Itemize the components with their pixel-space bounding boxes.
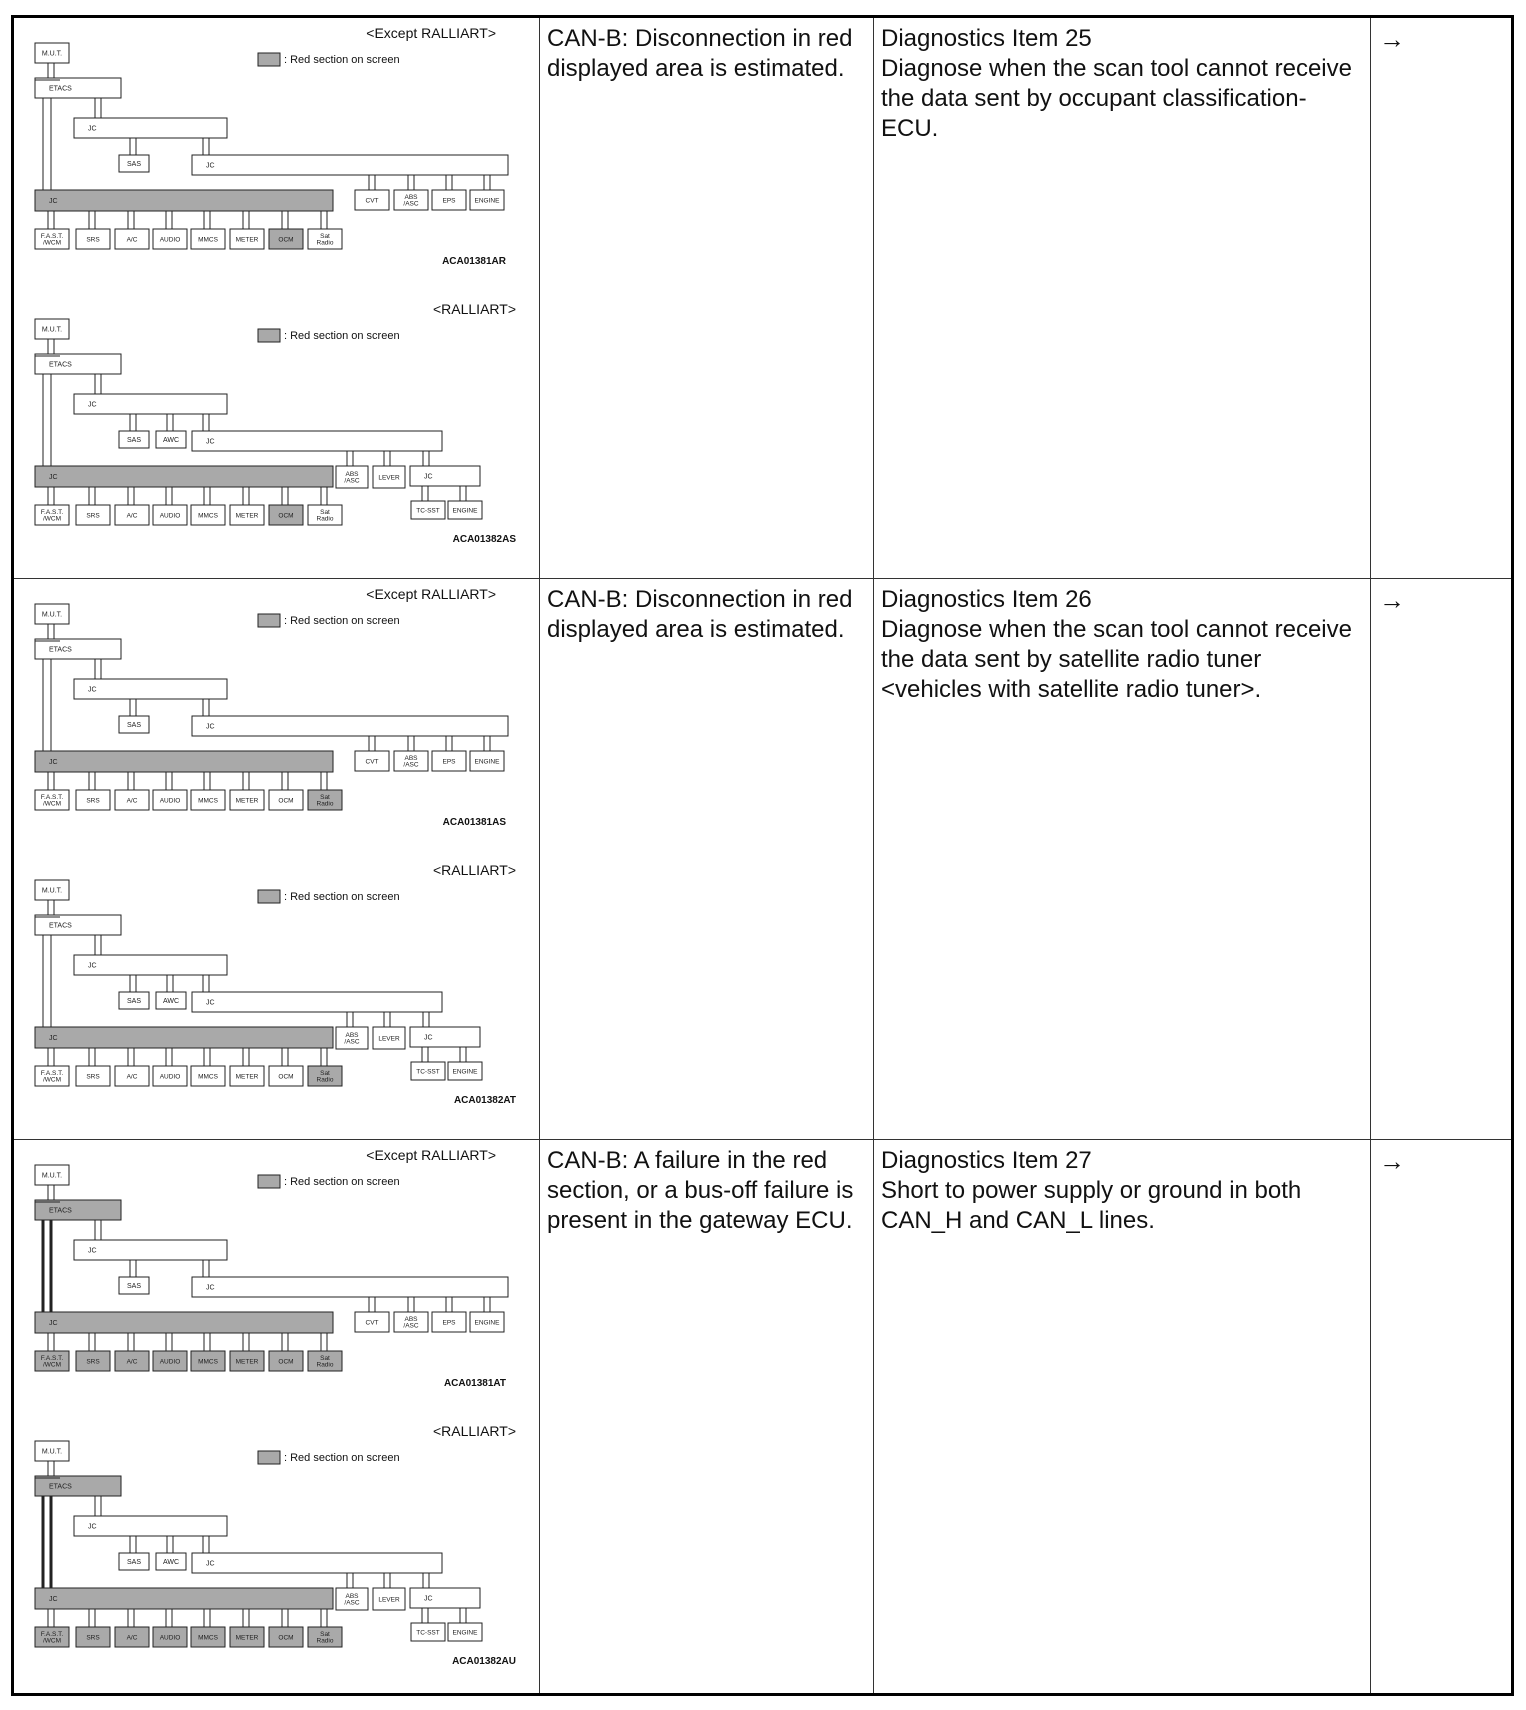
item-description-1: Diagnose when the scan tool cannot receive the data sent by occupant classification-ECU. — [881, 55, 1352, 142]
bottom-ecu-box-label: Sat — [320, 233, 330, 241]
mut-box-label: M.U.T. — [41, 326, 63, 334]
column-divider — [1370, 18, 1371, 1693]
etacs-box — [35, 354, 121, 374]
jc-box — [410, 466, 480, 486]
abs-asc-box-label: ABS — [345, 471, 359, 479]
jc-main-bar — [35, 1027, 333, 1048]
jc-box-label: JC — [206, 999, 215, 1007]
lever-box-label: LEVER — [378, 474, 400, 482]
legend-text: : Red section on screen — [284, 54, 400, 66]
legend-swatch — [258, 1451, 280, 1464]
item-title-3: Diagnostics Item 27 — [881, 1147, 1092, 1174]
bottom-ecu-box-label: OCM — [278, 1358, 294, 1366]
item-description-3: Short to power supply or ground in both CAN_H and CAN_L lines. — [881, 1177, 1302, 1234]
tc-sst-box-label: TC-SST — [416, 507, 440, 515]
bottom-ecu-box-label: F.A.S.T. — [40, 1631, 64, 1639]
bottom-ecu-box-label: METER — [235, 512, 259, 520]
jc-box-label: JC — [88, 1523, 97, 1531]
figure-code: ACA01382AS — [452, 534, 516, 545]
bottom-ecu-box-label: Radio — [316, 1361, 334, 1369]
jc-box — [74, 394, 227, 414]
etacs-box — [35, 1200, 121, 1220]
figure-code: ACA01381AS — [442, 817, 506, 828]
arrow-icon: → — [1379, 24, 1405, 54]
engine-box-label: ENGINE — [452, 507, 478, 515]
jc-box — [192, 716, 508, 736]
engine-box-label: ENGINE — [474, 197, 500, 205]
etacs-box — [35, 639, 121, 659]
jc-box-label: JC — [88, 401, 97, 409]
variant-label: <Except RALLIART> — [366, 25, 496, 41]
jc-box-label: JC — [206, 1560, 215, 1568]
bottom-ecu-box-label: METER — [235, 1073, 259, 1081]
etacs-box — [35, 78, 121, 98]
etacs-box-label: ETACS — [49, 922, 72, 930]
bottom-ecu-box-label: AUDIO — [159, 1073, 181, 1081]
bottom-ecu-box-label: F.A.S.T. — [40, 1355, 64, 1363]
bottom-ecu-box-label: A/C — [126, 236, 138, 244]
jc-box-label: JC — [88, 686, 97, 694]
column-divider — [873, 18, 874, 1693]
bottom-ecu-box-label: SRS — [86, 512, 100, 520]
sas-box-label: SAS — [126, 997, 142, 1005]
bottom-ecu-box-label: AUDIO — [159, 1358, 181, 1366]
tc-sst-box-label: TC-SST — [416, 1068, 440, 1076]
bottom-ecu-box-label: Radio — [316, 515, 334, 523]
diagnostics-table — [11, 15, 1514, 1696]
tc-sst-box-label: TC-SST — [416, 1629, 440, 1637]
jc-main-bar-label: JC — [49, 758, 58, 766]
bottom-ecu-box-label: F.A.S.T. — [40, 1070, 64, 1078]
legend-text: : Red section on screen — [284, 330, 400, 342]
result-cell-1: CAN-B: Disconnection in red displayed area is estimated. — [547, 25, 853, 82]
ecu-box-label: EPS — [442, 197, 456, 205]
bottom-ecu-box-label: MMCS — [198, 236, 218, 244]
bottom-ecu-box-label: Sat — [320, 794, 330, 802]
bottom-ecu-box-label: F.A.S.T. — [40, 233, 64, 241]
bottom-ecu-box-label: OCM — [278, 236, 294, 244]
jc-box-label: JC — [206, 1284, 215, 1292]
bottom-ecu-box-label: F.A.S.T. — [40, 794, 64, 802]
legend-text: : Red section on screen — [284, 1452, 400, 1464]
abs-asc-box-label: ABS — [345, 1593, 359, 1601]
sas-box-label: SAS — [126, 1282, 142, 1290]
jc-box-label: JC — [424, 473, 433, 481]
legend-swatch — [258, 329, 280, 342]
result-cell-3: CAN-B: A failure in the red section, or a bus-off failure is present in the gateway ECU. — [547, 1147, 854, 1234]
jc-box — [192, 992, 442, 1012]
sas-box-label: SAS — [126, 1558, 142, 1566]
lever-box-label: LEVER — [378, 1596, 400, 1604]
abs-asc-box-label: /ASC — [344, 1038, 360, 1046]
ecu-box-label: ABS — [404, 1316, 418, 1324]
bottom-ecu-box-label: Sat — [320, 1355, 330, 1363]
abs-asc-box-label: /ASC — [344, 477, 360, 485]
jc-box — [74, 1516, 227, 1536]
jc-box — [74, 955, 227, 975]
jc-main-bar-label: JC — [49, 1319, 58, 1327]
ecu-box-label: ABS — [404, 194, 418, 202]
legend-swatch — [258, 890, 280, 903]
bottom-ecu-box-label: METER — [235, 1358, 259, 1366]
ecu-box-label: /ASC — [403, 1322, 419, 1330]
ecu-box-label: CVT — [365, 758, 379, 766]
bottom-ecu-box-label: MMCS — [198, 797, 218, 805]
bottom-ecu-box-label: A/C — [126, 1358, 138, 1366]
bottom-ecu-box-label: SRS — [86, 1634, 100, 1642]
ecu-box-label: CVT — [365, 1319, 379, 1327]
bottom-ecu-box-label: /WCM — [42, 1076, 62, 1084]
jc-main-bar-label: JC — [49, 473, 58, 481]
variant-label: <Except RALLIART> — [366, 586, 496, 602]
ecu-box-label: EPS — [442, 758, 456, 766]
can-bus-diagram-item-27 — [20, 1140, 530, 1700]
bottom-ecu-box-label: MMCS — [198, 512, 218, 520]
sas-box-label: SAS — [126, 721, 142, 729]
jc-box-label: JC — [88, 125, 97, 133]
bottom-ecu-box-label: Sat — [320, 1070, 330, 1078]
bottom-ecu-box-label: F.A.S.T. — [40, 509, 64, 517]
jc-box — [410, 1588, 480, 1608]
bottom-ecu-box-label: OCM — [278, 1073, 294, 1081]
can-bus-diagram-item-25 — [20, 18, 530, 578]
bottom-ecu-box-label: OCM — [278, 512, 294, 520]
legend-text: : Red section on screen — [284, 615, 400, 627]
jc-box-label: JC — [88, 1247, 97, 1255]
jc-main-bar — [35, 751, 333, 772]
bottom-ecu-box-label: /WCM — [42, 800, 62, 808]
can-bus-diagram-item-26 — [20, 579, 530, 1139]
bottom-ecu-box-label: MMCS — [198, 1634, 218, 1642]
bottom-ecu-box-label: OCM — [278, 1634, 294, 1642]
bottom-ecu-box-label: SRS — [86, 1073, 100, 1081]
figure-code: ACA01381AR — [442, 256, 506, 267]
etacs-box — [35, 915, 121, 935]
jc-main-bar — [35, 1588, 333, 1609]
jc-box — [192, 1553, 442, 1573]
figure-code: ACA01381AT — [443, 1378, 506, 1389]
jc-box-label: JC — [424, 1034, 433, 1042]
jc-box-label: JC — [206, 162, 215, 170]
bottom-ecu-box-label: Radio — [316, 1637, 334, 1645]
bottom-ecu-box-label: AUDIO — [159, 236, 181, 244]
bottom-ecu-box-label: A/C — [126, 1073, 138, 1081]
bottom-ecu-box-label: Radio — [316, 239, 334, 247]
jc-main-bar-label: JC — [49, 1034, 58, 1042]
bottom-ecu-box-label: Radio — [316, 800, 334, 808]
result-cell-2: CAN-B: Disconnection in red displayed area is estimated. — [547, 586, 853, 643]
abs-asc-box-label: ABS — [345, 1032, 359, 1040]
bottom-ecu-box-label: AUDIO — [159, 797, 181, 805]
bottom-ecu-box-label: A/C — [126, 512, 138, 520]
bottom-ecu-box-label: SRS — [86, 797, 100, 805]
jc-box — [192, 431, 442, 451]
mut-box-label: M.U.T. — [41, 50, 63, 58]
bottom-ecu-box-label: Sat — [320, 509, 330, 517]
jc-box — [74, 118, 227, 138]
etacs-box-label: ETACS — [49, 1207, 72, 1215]
etacs-box — [35, 1476, 121, 1496]
bottom-ecu-box-label: A/C — [126, 797, 138, 805]
bottom-ecu-box-label: METER — [235, 1634, 259, 1642]
ecu-box-label: EPS — [442, 1319, 456, 1327]
mut-box-label: M.U.T. — [41, 611, 63, 619]
sas-box-label: SAS — [126, 160, 142, 168]
awc-box-label: AWC — [162, 997, 180, 1005]
jc-box — [192, 155, 508, 175]
ecu-box-label: /ASC — [403, 200, 419, 208]
column-divider — [539, 18, 540, 1693]
sas-box-label: SAS — [126, 436, 142, 444]
bottom-ecu-box-label: SRS — [86, 236, 100, 244]
bottom-ecu-box-label: AUDIO — [159, 1634, 181, 1642]
awc-box-label: AWC — [162, 1558, 180, 1566]
mut-box-label: M.U.T. — [41, 1172, 63, 1180]
jc-box-label: JC — [206, 723, 215, 731]
bottom-ecu-box-label: Radio — [316, 1076, 334, 1084]
jc-box-label: JC — [424, 1595, 433, 1603]
jc-box — [74, 1240, 227, 1260]
engine-box-label: ENGINE — [452, 1068, 478, 1076]
legend-text: : Red section on screen — [284, 1176, 400, 1188]
legend-swatch — [258, 614, 280, 627]
ecu-box-label: CVT — [365, 197, 379, 205]
bottom-ecu-box-label: OCM — [278, 797, 294, 805]
ecu-box-label: ABS — [404, 755, 418, 763]
bottom-ecu-box-label: Sat — [320, 1631, 330, 1639]
jc-box — [192, 1277, 508, 1297]
bottom-ecu-box-label: /WCM — [42, 1637, 62, 1645]
lever-box-label: LEVER — [378, 1035, 400, 1043]
bottom-ecu-box-label: METER — [235, 797, 259, 805]
figure-code: ACA01382AU — [452, 1656, 516, 1667]
ecu-box-label: /ASC — [403, 761, 419, 769]
jc-main-bar — [35, 466, 333, 487]
arrow-icon: → — [1379, 585, 1405, 615]
variant-label: <RALLIART> — [432, 862, 516, 878]
jc-main-bar-label: JC — [49, 1595, 58, 1603]
engine-box-label: ENGINE — [452, 1629, 478, 1637]
mut-box-label: M.U.T. — [41, 887, 63, 895]
arrow-icon: → — [1379, 1146, 1405, 1176]
etacs-box-label: ETACS — [49, 646, 72, 654]
figure-code: ACA01382AT — [453, 1095, 516, 1106]
bottom-ecu-box-label: A/C — [126, 1634, 138, 1642]
variant-label: <Except RALLIART> — [366, 1147, 496, 1163]
etacs-box-label: ETACS — [49, 361, 72, 369]
bottom-ecu-box-label: /WCM — [42, 1361, 62, 1369]
jc-box-label: JC — [88, 962, 97, 970]
item-title-1: Diagnostics Item 25 — [881, 25, 1092, 52]
legend-swatch — [258, 53, 280, 66]
bottom-ecu-box-label: MMCS — [198, 1073, 218, 1081]
awc-box-label: AWC — [162, 436, 180, 444]
bottom-ecu-box-label: MMCS — [198, 1358, 218, 1366]
engine-box-label: ENGINE — [474, 1319, 500, 1327]
bottom-ecu-box-label: /WCM — [42, 239, 62, 247]
jc-main-bar — [35, 190, 333, 211]
bottom-ecu-box-label: /WCM — [42, 515, 62, 523]
jc-main-bar — [35, 1312, 333, 1333]
abs-asc-box-label: /ASC — [344, 1599, 360, 1607]
jc-box — [74, 679, 227, 699]
etacs-box-label: ETACS — [49, 85, 72, 93]
jc-main-bar-label: JC — [49, 197, 58, 205]
item-title-2: Diagnostics Item 26 — [881, 586, 1092, 613]
mut-box-label: M.U.T. — [41, 1448, 63, 1456]
engine-box-label: ENGINE — [474, 758, 500, 766]
legend-text: : Red section on screen — [284, 891, 400, 903]
bottom-ecu-box-label: AUDIO — [159, 512, 181, 520]
variant-label: <RALLIART> — [432, 301, 516, 317]
bottom-ecu-box-label: SRS — [86, 1358, 100, 1366]
item-description-2: Diagnose when the scan tool cannot receive the data sent by satellite radio tuner <vehicles with satellite radio tuner>. — [881, 616, 1352, 703]
variant-label: <RALLIART> — [432, 1423, 516, 1439]
etacs-box-label: ETACS — [49, 1483, 72, 1491]
jc-box-label: JC — [206, 438, 215, 446]
legend-swatch — [258, 1175, 280, 1188]
jc-box — [410, 1027, 480, 1047]
bottom-ecu-box-label: METER — [235, 236, 259, 244]
